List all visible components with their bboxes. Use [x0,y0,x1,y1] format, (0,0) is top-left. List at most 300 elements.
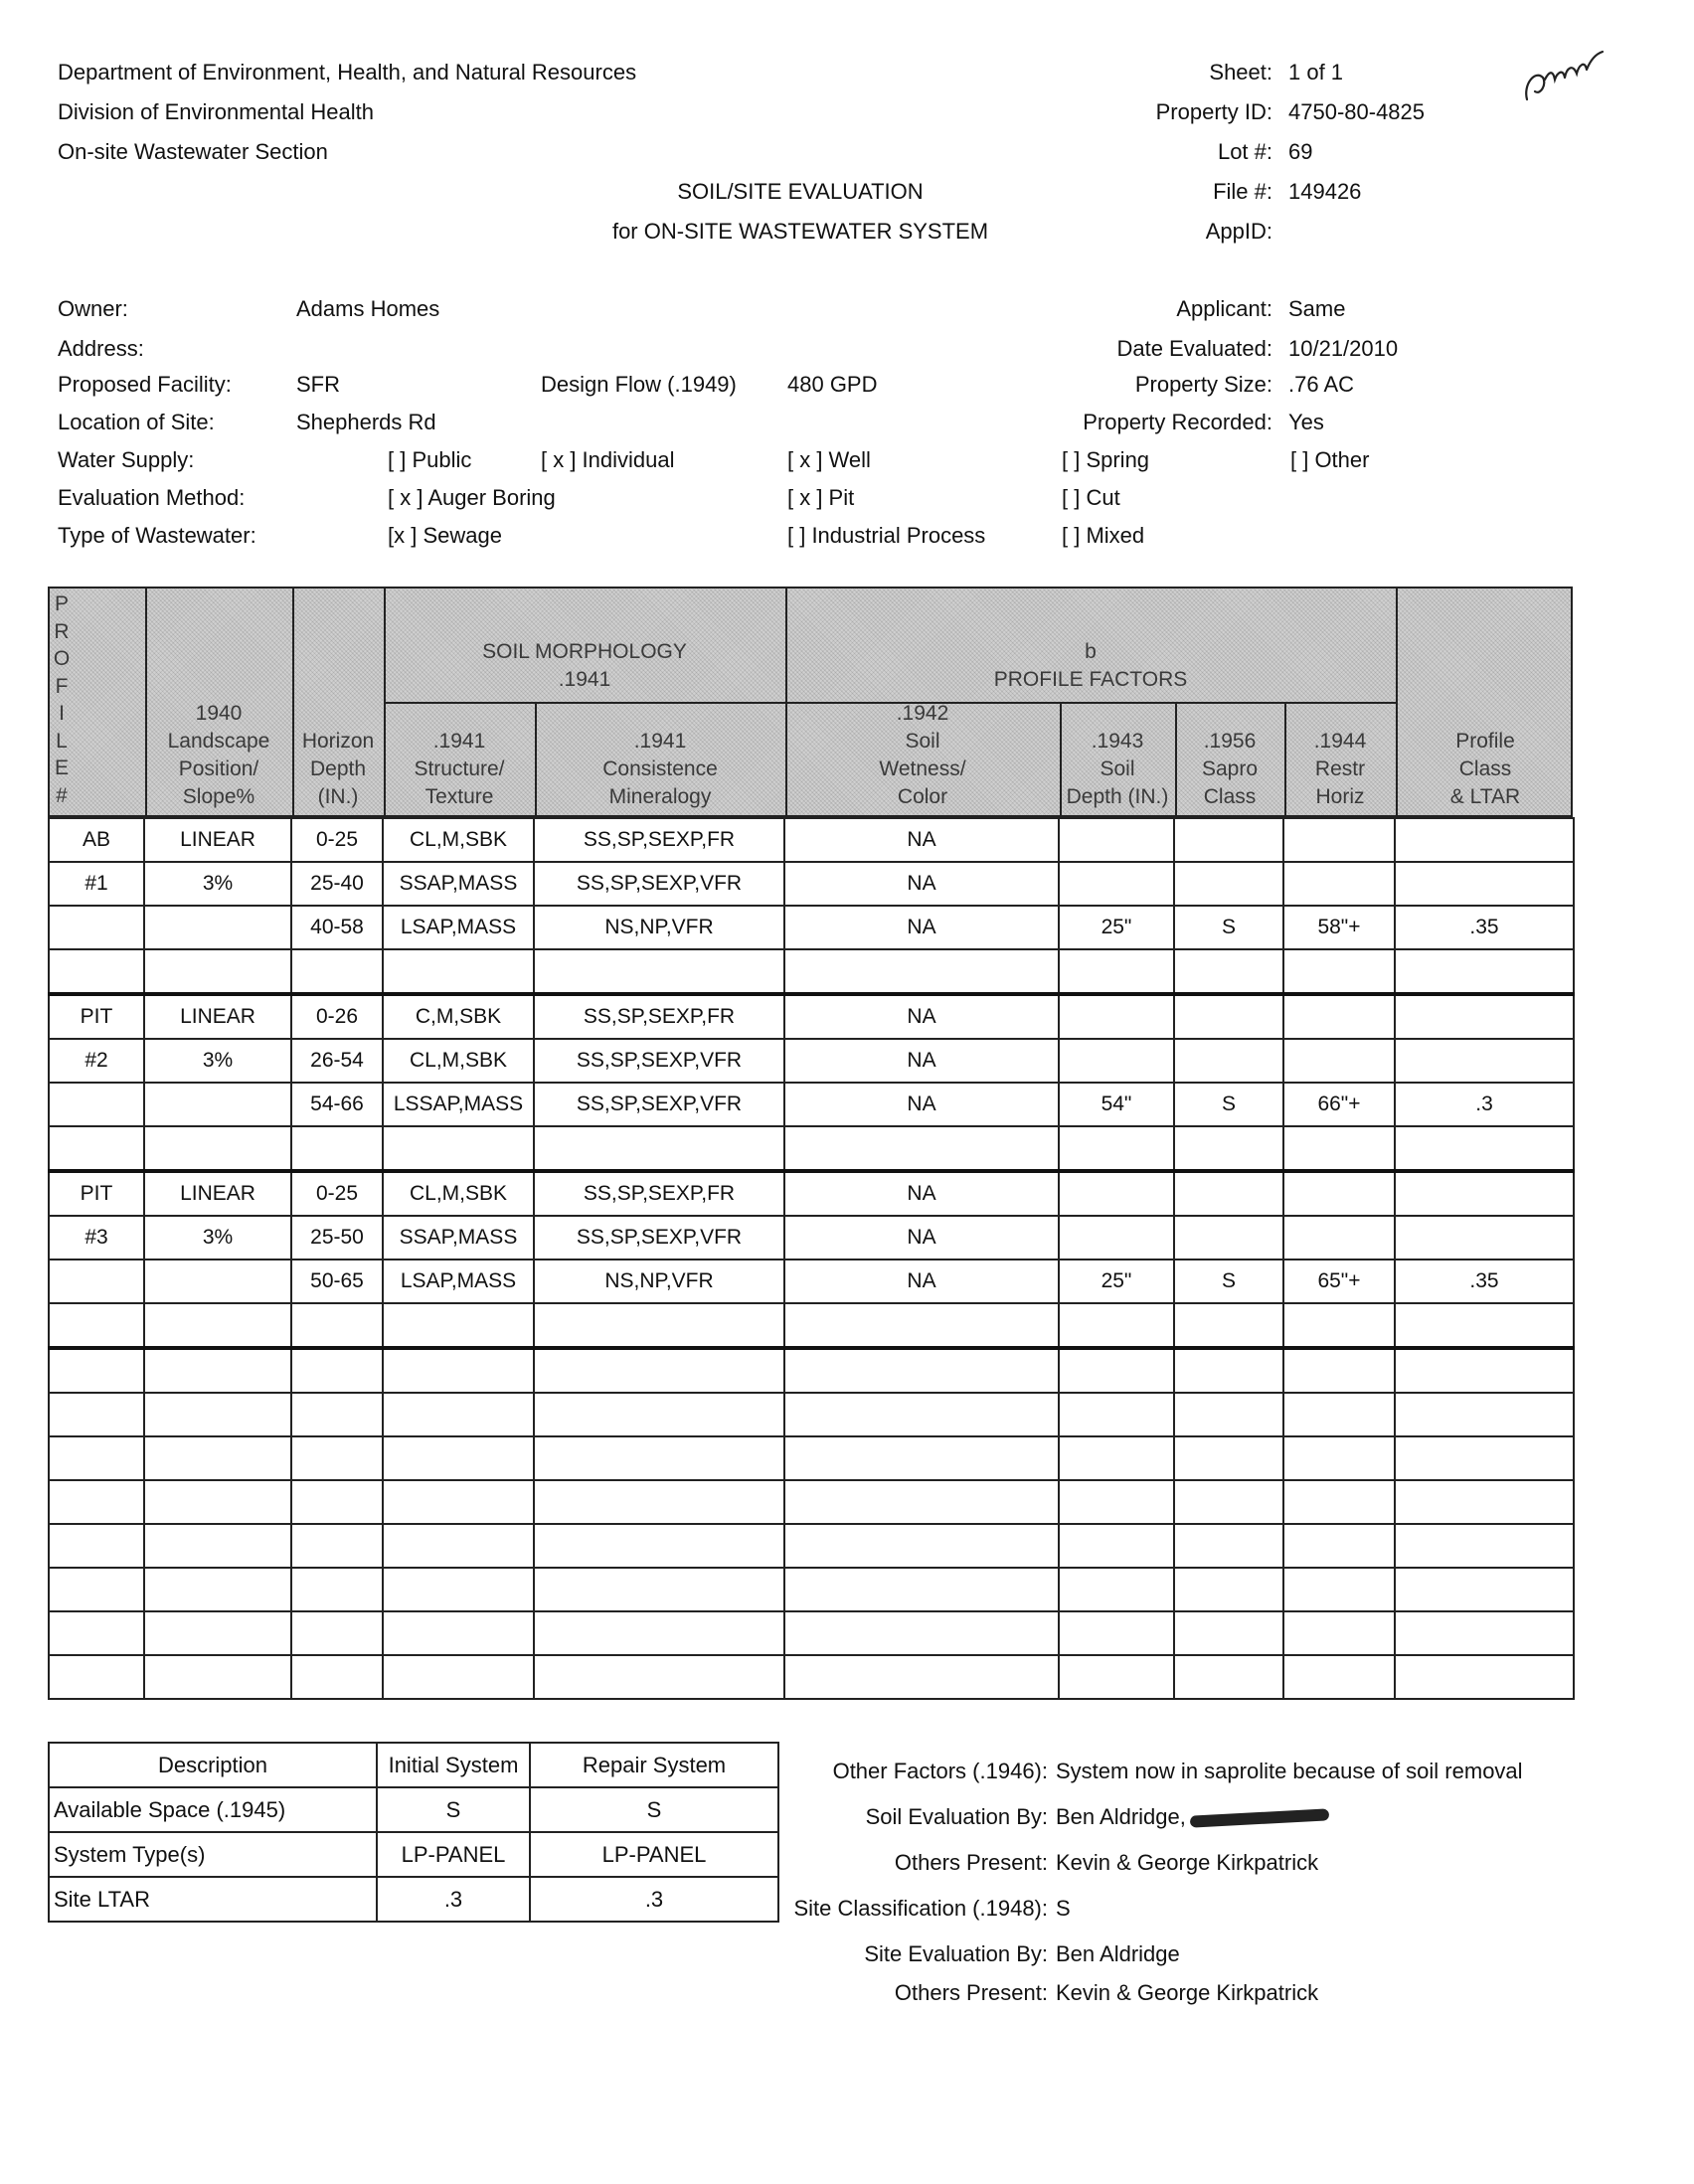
table-cell [1283,1216,1395,1260]
table-cell: NA [784,862,1059,906]
water-public-checkbox[interactable]: [ ] Public [388,447,472,472]
table-cell [383,949,534,994]
table-cell [1395,1171,1574,1216]
waste-industrial-checkbox[interactable]: [ ] Industrial Process [787,523,986,548]
table-cell [534,1348,784,1393]
table-cell [1283,1568,1395,1611]
table-cell [1174,1216,1283,1260]
table-cell: 26-54 [291,1039,383,1083]
table-cell: 25" [1059,906,1174,949]
table-row [49,1216,1574,1260]
method-cut-checkbox[interactable]: [ ] Cut [1062,485,1120,510]
table-cell: PIT [49,1171,144,1216]
table-cell [1283,1393,1395,1436]
table-cell [291,1348,383,1393]
table-cell: .3 [1395,1083,1574,1126]
table-cell [534,1126,784,1171]
table-cell [1174,1480,1283,1524]
soil-depth-header: .1943 Soil Depth (IN.) [1066,730,1169,808]
waste-mixed-checkbox[interactable]: [ ] Mixed [1062,523,1145,548]
profile-factors-header: b PROFILE FACTORS [993,640,1188,691]
property-id-value: 4750-80-4825 [1288,99,1426,124]
table-cell [534,1303,784,1348]
table-cell [144,1568,291,1611]
table-cell [49,949,144,994]
table-row [49,949,1574,994]
summary-cell: Available Space (.1945) [49,1787,377,1832]
table-cell [1395,1126,1574,1171]
table-cell [144,1126,291,1171]
table-cell [534,1655,784,1699]
table-cell [49,1303,144,1348]
table-cell: SS,SP,SEXP,VFR [534,1083,784,1126]
table-cell [49,906,144,949]
table-cell [49,1348,144,1393]
table-cell: NS,NP,VFR [534,906,784,949]
table-cell [1283,1171,1395,1216]
table-cell [49,1480,144,1524]
table-cell [1395,1039,1574,1083]
table-row [49,862,1574,906]
table-row [49,1568,1574,1611]
lot-label: Lot #: [1217,139,1272,164]
table-cell [784,1126,1059,1171]
table-cell [1395,1436,1574,1480]
table-cell: 50-65 [291,1260,383,1303]
table-cell [1174,1524,1283,1568]
others-present-label-2: Others Present: [894,1980,1048,2005]
sheet-label: Sheet: [1209,60,1272,84]
form-subtitle: for ON-SITE WASTEWATER SYSTEM [611,219,989,244]
table-cell [534,1393,784,1436]
recorded-label: Property Recorded: [1083,410,1272,434]
table-cell: #1 [49,862,144,906]
table-cell: NS,NP,VFR [534,1260,784,1303]
table-cell [1174,1655,1283,1699]
table-cell: NA [784,1171,1059,1216]
date-label: Date Evaluated: [1116,336,1272,361]
division-name: Division of Environmental Health [58,99,374,124]
table-cell [383,1611,534,1655]
table-cell [784,949,1059,994]
table-cell [1059,1436,1174,1480]
table-cell [1174,862,1283,906]
table-cell [1395,1393,1574,1436]
table-cell [1395,994,1574,1039]
summary-cell: S [530,1787,778,1832]
table-cell [534,1568,784,1611]
table-cell [1283,818,1395,862]
location-label: Location of Site: [58,410,215,434]
table-cell [1059,818,1174,862]
design-flow-label: Design Flow (.1949) [541,372,737,397]
soil-morphology-header: SOIL MORPHOLOGY .1941 [482,640,687,691]
table-cell [291,1303,383,1348]
method-pit-checkbox[interactable]: [ x ] Pit [787,485,855,510]
lot-value: 69 [1288,139,1313,164]
location-value: Shepherds Rd [296,410,436,434]
table-cell: .35 [1395,906,1574,949]
owner-value: Adams Homes [296,296,440,321]
table-cell: 3% [144,862,291,906]
table-cell [1283,1126,1395,1171]
summary-cell: LP-PANEL [530,1832,778,1877]
table-cell: #3 [49,1216,144,1260]
recorded-value: Yes [1288,410,1324,434]
table-cell [144,1303,291,1348]
table-cell [1395,1611,1574,1655]
waste-sewage-checkbox[interactable]: [x ] Sewage [388,523,502,548]
soil-evaluation-label: Soil Evaluation By: [865,1804,1048,1829]
table-cell [1395,1568,1574,1611]
table-row [49,1039,1574,1083]
site-classification-label: Site Classification (.1948): [793,1896,1048,1921]
table-cell [49,1260,144,1303]
table-cell [1283,1436,1395,1480]
table-cell: S [1174,1260,1283,1303]
size-value: .76 AC [1288,372,1355,397]
table-cell [49,1393,144,1436]
table-cell [784,1303,1059,1348]
table-cell: AB [49,818,144,862]
table-cell [291,1436,383,1480]
table-cell [1283,994,1395,1039]
sapro-class-header: .1956 Sapro Class [1201,730,1259,808]
table-cell [1174,1611,1283,1655]
table-cell: SS,SP,SEXP,FR [534,994,784,1039]
table-cell [1059,1039,1174,1083]
table-cell: NA [784,906,1059,949]
table-cell [291,1611,383,1655]
table-row [49,1655,1574,1699]
table-cell [784,1611,1059,1655]
summary-cell: .3 [530,1877,778,1922]
profile-letters-header: P R O F I L E # [53,592,71,807]
table-cell [1174,1171,1283,1216]
summary-header-repair: Repair System [530,1743,778,1787]
table-cell: NA [784,818,1059,862]
table-cell: LSSAP,MASS [383,1083,534,1126]
table-cell: 25-50 [291,1216,383,1260]
table-cell [383,1568,534,1611]
table-cell: 25" [1059,1260,1174,1303]
table-row [49,1436,1574,1480]
table-cell [1395,862,1574,906]
table-cell: NA [784,1260,1059,1303]
summary-header-description: Description [49,1743,377,1787]
table-cell [49,1611,144,1655]
soil-data-table [48,817,1575,1700]
table-cell [144,1524,291,1568]
table-cell [784,1655,1059,1699]
table-cell [534,1524,784,1568]
table-cell: 40-58 [291,906,383,949]
table-cell [383,1480,534,1524]
table-row [49,1171,1574,1216]
file-label: File #: [1213,179,1272,204]
table-cell: CL,M,SBK [383,1039,534,1083]
table-cell [534,949,784,994]
table-cell [1283,1303,1395,1348]
table-cell [383,1126,534,1171]
table-cell [1174,1039,1283,1083]
table-cell [49,1126,144,1171]
table-cell [784,1524,1059,1568]
water-spring-checkbox[interactable]: [ ] Spring [1062,447,1150,472]
handwritten-initials [1519,30,1609,124]
table-cell [1395,1524,1574,1568]
table-row [49,906,1574,949]
table-cell: 58"+ [1283,906,1395,949]
table-cell [1174,1436,1283,1480]
soil-evaluation-value: Ben Aldridge, [1056,1806,1329,1828]
table-cell: #2 [49,1039,144,1083]
table-cell [49,1655,144,1699]
table-cell [291,1393,383,1436]
table-cell [1395,1216,1574,1260]
table-cell [1174,1568,1283,1611]
table-cell [1059,1480,1174,1524]
table-cell [534,1436,784,1480]
table-cell: 0-25 [291,818,383,862]
profile-class-header: Profile Class & LTAR [1449,730,1521,808]
appid-label: AppID: [1205,219,1272,244]
others-present-value: Kevin & George Kirkpatrick [1056,1850,1319,1875]
table-cell: LINEAR [144,1171,291,1216]
site-evaluation-value: Ben Aldridge [1056,1941,1180,1966]
table-cell [1059,1655,1174,1699]
table-cell [1059,862,1174,906]
table-cell [1395,1480,1574,1524]
table-cell [49,1568,144,1611]
table-cell [1395,949,1574,994]
table-cell [1059,1171,1174,1216]
facility-value: SFR [296,372,340,397]
table-cell [1059,1348,1174,1393]
table-cell [144,906,291,949]
table-cell [1059,1568,1174,1611]
other-factors-value: System now in saprolite because of soil removal [1056,1759,1523,1783]
table-cell [784,1348,1059,1393]
table-cell: SS,SP,SEXP,VFR [534,862,784,906]
table-cell: NA [784,1216,1059,1260]
table-cell [144,1348,291,1393]
table-cell [1059,1393,1174,1436]
table-row [49,1611,1574,1655]
others-present-label: Others Present: [894,1850,1048,1875]
table-cell [291,1655,383,1699]
table-cell: PIT [49,994,144,1039]
table-cell [144,1480,291,1524]
property-id-label: Property ID: [1155,99,1272,124]
table-cell: 0-26 [291,994,383,1039]
landscape-header: 1940 Landscape Position/ Slope% [167,702,270,808]
site-classification-value: S [1056,1896,1071,1921]
table-cell [1395,1655,1574,1699]
table-cell [144,1611,291,1655]
table-row [49,1303,1574,1348]
table-cell [144,949,291,994]
table-cell [383,1655,534,1699]
table-cell: CL,M,SBK [383,818,534,862]
address-label: Address: [58,336,144,361]
table-cell: SS,SP,SEXP,FR [534,1171,784,1216]
evaluation-method-label: Evaluation Method: [58,485,246,510]
horizon-depth-header: Horizon Depth (IN.) [301,730,375,808]
summary-cell: .3 [377,1877,530,1922]
table-cell [784,1480,1059,1524]
table-cell: SS,SP,SEXP,VFR [534,1216,784,1260]
table-cell [1283,1348,1395,1393]
table-row [49,994,1574,1039]
table-cell: CL,M,SBK [383,1171,534,1216]
table-cell: SSAP,MASS [383,862,534,906]
water-well-checkbox[interactable]: [ x ] Well [787,447,871,472]
table-cell [1059,1611,1174,1655]
consistence-header: .1941 Consistence Mineralogy [602,730,718,808]
design-flow-value: 480 GPD [787,372,878,397]
system-summary-table [48,1742,779,1923]
table-cell [1283,949,1395,994]
table-cell [1174,1348,1283,1393]
table-cell [784,1568,1059,1611]
size-label: Property Size: [1134,372,1272,397]
table-row [49,1348,1574,1393]
table-cell [383,1524,534,1568]
table-cell [1283,1611,1395,1655]
applicant-label: Applicant: [1176,296,1272,321]
restr-horiz-header: .1944 Restr Horiz [1313,730,1367,808]
table-cell [1174,1303,1283,1348]
table-cell [1174,949,1283,994]
table-cell: 25-40 [291,862,383,906]
table-cell: 66"+ [1283,1083,1395,1126]
table-cell [383,1348,534,1393]
wastewater-type-label: Type of Wastewater: [58,523,256,548]
table-cell [784,1393,1059,1436]
table-cell [49,1083,144,1126]
date-value: 10/21/2010 [1288,336,1399,361]
table-cell: LSAP,MASS [383,906,534,949]
table-cell: S [1174,1083,1283,1126]
table-cell [1283,1480,1395,1524]
applicant-value: Same [1288,296,1346,321]
table-cell [1395,818,1574,862]
table-cell [144,1260,291,1303]
summary-header-initial: Initial System [377,1743,530,1787]
table-cell: 3% [144,1039,291,1083]
table-cell: NA [784,994,1059,1039]
table-cell [1395,1348,1574,1393]
table-cell [1395,1303,1574,1348]
department-name: Department of Environment, Health, and Natural Resources [58,60,637,84]
owner-label: Owner: [58,296,128,321]
section-name: On-site Wastewater Section [58,139,328,164]
sheet-value: 1 of 1 [1288,60,1344,84]
others-present-value-2: Kevin & George Kirkpatrick [1056,1980,1319,2005]
structure-header: .1941 Structure/ Texture [414,730,505,808]
table-cell: LINEAR [144,994,291,1039]
table-cell [291,949,383,994]
summary-cell: LP-PANEL [377,1832,530,1877]
table-row [49,1480,1574,1524]
method-auger-checkbox[interactable]: [ x ] Auger Boring [388,485,556,510]
table-cell: .35 [1395,1260,1574,1303]
table-cell [1283,862,1395,906]
table-row [49,1126,1574,1171]
redaction-mark [1190,1809,1329,1828]
table-cell [1059,1303,1174,1348]
table-cell [49,1436,144,1480]
table-cell: NA [784,1039,1059,1083]
table-row [49,818,1574,862]
table-cell [144,1655,291,1699]
table-cell [383,1393,534,1436]
table-cell [534,1480,784,1524]
table-cell [291,1480,383,1524]
table-cell [144,1083,291,1126]
soil-table-header [48,587,1573,817]
table-cell: LSAP,MASS [383,1260,534,1303]
table-row [49,1393,1574,1436]
file-value: 149426 [1288,179,1362,204]
table-cell [1059,1216,1174,1260]
table-cell: 0-25 [291,1171,383,1216]
table-cell [1174,994,1283,1039]
wetness-header: .1942 Soil Wetness/ Color [879,702,966,808]
table-row [49,1524,1574,1568]
table-cell: SSAP,MASS [383,1216,534,1260]
table-cell [144,1393,291,1436]
table-cell [144,1436,291,1480]
table-cell [291,1524,383,1568]
table-cell [1059,1126,1174,1171]
table-cell [1174,1126,1283,1171]
table-cell [784,1436,1059,1480]
table-cell [1059,949,1174,994]
table-cell: SS,SP,SEXP,FR [534,818,784,862]
table-cell [534,1611,784,1655]
table-cell [383,1436,534,1480]
summary-cell: Site LTAR [49,1877,377,1922]
table-cell [1283,1655,1395,1699]
table-cell: S [1174,906,1283,949]
summary-cell: System Type(s) [49,1832,377,1877]
summary-cell: S [377,1787,530,1832]
form-title: SOIL/SITE EVALUATION [677,179,924,204]
other-factors-label: Other Factors (.1946): [832,1759,1048,1783]
table-cell: 54-66 [291,1083,383,1126]
table-cell: LINEAR [144,818,291,862]
table-cell [383,1303,534,1348]
table-row [49,1260,1574,1303]
table-cell [291,1126,383,1171]
table-cell [1059,994,1174,1039]
table-cell [1174,818,1283,862]
table-cell [1174,1393,1283,1436]
table-cell: 54" [1059,1083,1174,1126]
water-individual-checkbox[interactable]: [ x ] Individual [541,447,675,472]
table-cell [1059,1524,1174,1568]
table-cell [291,1568,383,1611]
table-cell: 3% [144,1216,291,1260]
table-cell: SS,SP,SEXP,VFR [534,1039,784,1083]
table-cell [1283,1524,1395,1568]
facility-label: Proposed Facility: [58,372,232,397]
water-other-checkbox[interactable]: [ ] Other [1290,447,1370,472]
table-cell: 65"+ [1283,1260,1395,1303]
table-cell: C,M,SBK [383,994,534,1039]
